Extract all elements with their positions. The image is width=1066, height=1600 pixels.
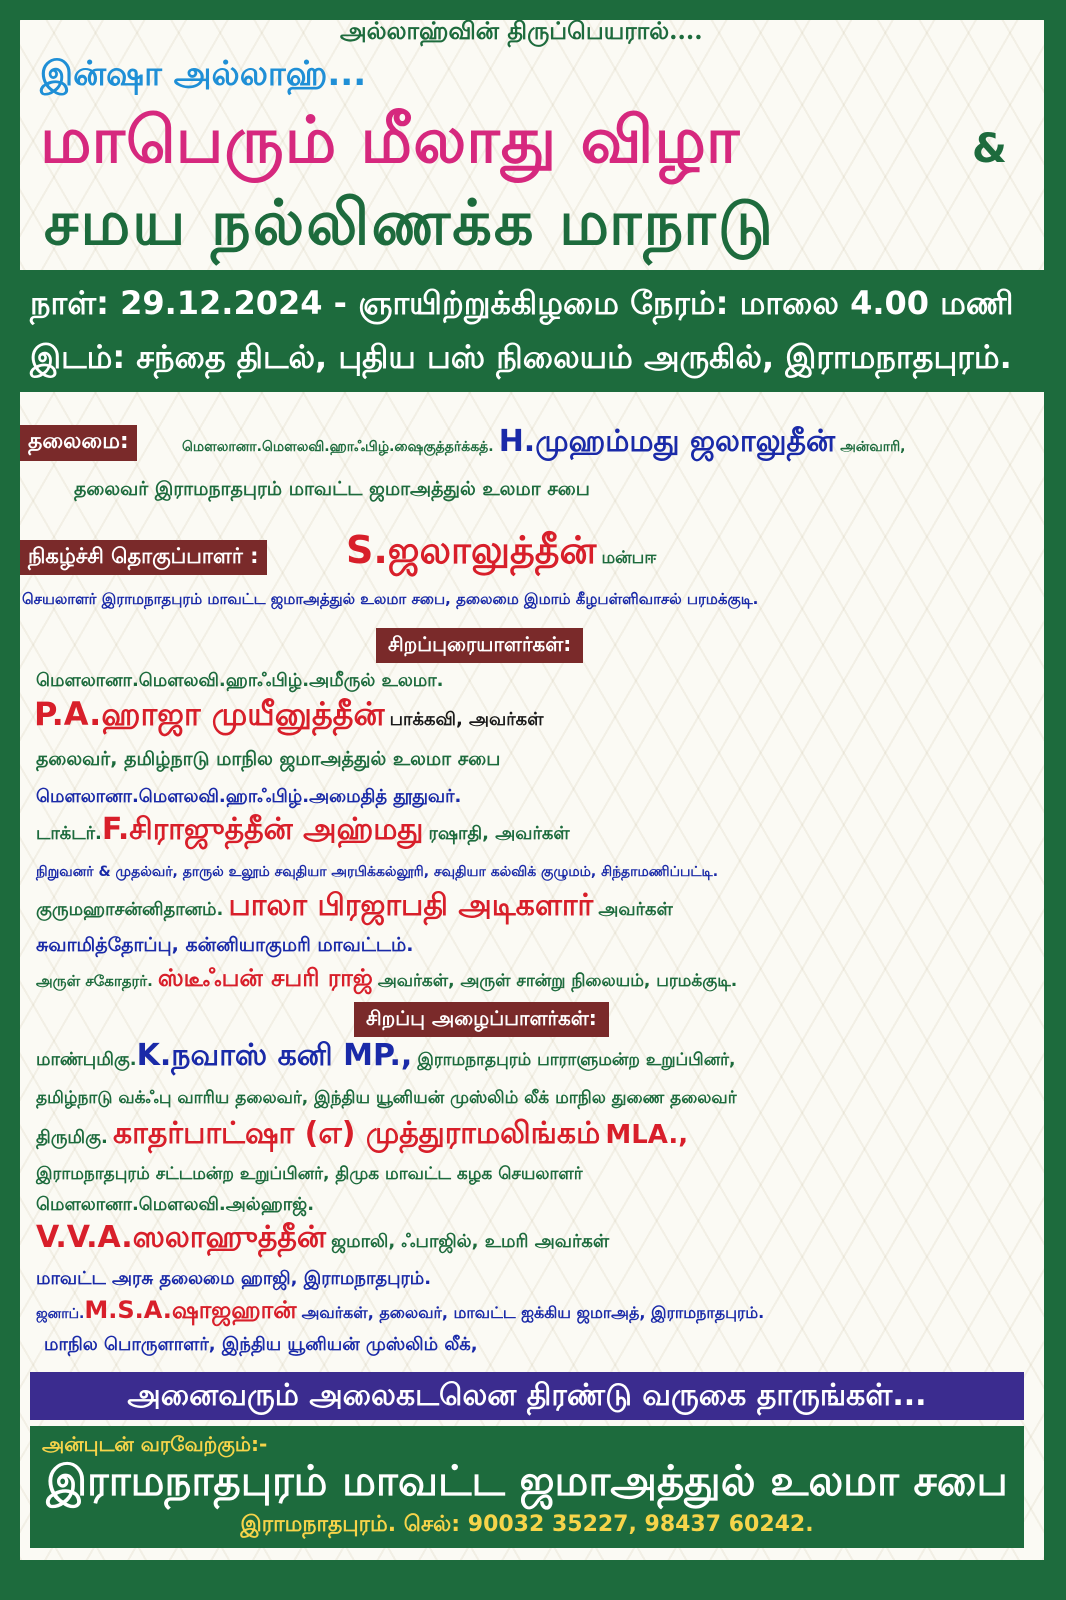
speaker1-name: P.A.ஹாஜா முயீனுத்தீன்	[34, 695, 385, 733]
title-ampersand: &	[972, 126, 1007, 172]
guest1-suffix: இராமநாதபுரம் பாராளுமன்ற உறுப்பினர்,	[417, 1050, 736, 1070]
host-suffix: மன்பஈ	[601, 548, 657, 568]
speaker2-line	[36, 812, 570, 851]
event-date-line: நாள்: 29.12.2024 - ஞாயிற்றுக்கிழமை நேரம்: மாலை 4.00 மணி	[30, 284, 1014, 322]
blessing-text: அல்லாஹ்வின் திருப்பெயரால்....	[340, 16, 703, 45]
event-place-line: இடம்: சந்தை திடல், புதிய பஸ் நிலையம் அருகில், இராமநாதபுரம்.	[30, 338, 1012, 376]
guest4-title: ஜனாப்.	[36, 1306, 85, 1322]
guest1-line	[36, 1038, 736, 1077]
guest2-line	[36, 1116, 688, 1155]
speaker4-suffix: அவர்கள், அருள் சான்று நிலையம், பரமக்குடி.	[377, 971, 738, 991]
speaker2-title: டாக்டர்.	[36, 823, 102, 844]
speaker2-suffix: ரஷாதி, அவர்கள்	[428, 823, 570, 844]
guest3-prefix: மௌலானா.மௌலவி.அல்ஹாஜ்.	[36, 1194, 315, 1215]
chair-suffix: அன்வாரி,	[840, 439, 906, 455]
guest1-role: தமிழ்நாடு வக்ஃபு வாரிய தலைவர், இந்திய யூனியன் முஸ்லிம் லீக் மாநில துணை தலைவர்	[36, 1088, 737, 1108]
host-line	[346, 528, 656, 578]
guest3-role: மாவட்ட அரசு தலைமை ஹாஜி, இராமநாதபுரம்.	[36, 1268, 432, 1289]
speaker3-suffix: அவர்கள்	[598, 899, 673, 920]
guest2-title: திருமிகு.	[36, 1127, 108, 1148]
speaker4-line	[36, 964, 737, 995]
guest3-line	[36, 1220, 609, 1259]
speaker1-role: தலைவர், தமிழ்நாடு மாநில ஜமாஅத்துல் உலமா சபை	[36, 748, 501, 770]
speaker4-title: அருள் சகோதரர்.	[36, 972, 153, 990]
organisation-name: இராமநாதபுரம் மாவட்ட ஜமாஅத்துல் உலமா சபை	[46, 1456, 1008, 1505]
insha-allah-text: இன்ஷா அல்லாஹ்...	[40, 54, 367, 94]
speaker3-name: பாலா பிரஜாபதி அடிகளார்	[228, 888, 594, 923]
speaker4-name: ஸ்டீஃபன் சபரி ராஜ்	[157, 964, 373, 992]
speaker1-prefix: மௌலானா.மௌலவி.ஹாஃபிழ்.அமீருல் உலமா.	[36, 670, 444, 691]
guest4-role: மாநில பொருளாளர், இந்திய யூனியன் முஸ்லிம் லீக்,	[44, 1334, 478, 1355]
guest3-suffix: ஜமாலி, ஃபாஜில், உமரி அவர்கள்	[331, 1231, 610, 1252]
guest2-name: காதர்பாட்ஷா (எ) முத்துராமலிங்கம்	[112, 1116, 601, 1151]
guest1-name: K.நவாஸ் கனி MP.,	[136, 1038, 413, 1073]
guest4-suffix: அவர்கள், தலைவர், மாவட்ட ஐக்கிய ஜமாஅத், இராமநாதபுரம்.	[301, 1303, 765, 1322]
speaker2-name: F.சிராஜுத்தீன் அஹ்மது	[101, 812, 424, 847]
title-line-2: சமய நல்லிணக்க மாநாடு	[44, 186, 775, 259]
contact-phone: இராமநாதபுரம். செல்: 90032 35227, 98437 60242.	[240, 1512, 814, 1537]
speaker3-title: குருமஹாசன்னிதானம்.	[36, 899, 224, 920]
guest4-line	[36, 1296, 764, 1327]
slogan-banner: அனைவரும் அலைகடலென திரண்டு வருகை தாருங்கள்...	[30, 1372, 1024, 1420]
speaker3-role: சுவாமித்தோப்பு, கன்னியாகுமரி மாவட்டம்.	[36, 934, 414, 956]
speaker2-prefix: மௌலானா.மௌலவி.ஹாஃபிழ்.அமைதித் தூதுவர்.	[36, 786, 462, 807]
chair-name: H.முஹம்மது ஜலாலுதீன்	[498, 424, 836, 459]
guest1-title: மாண்புமிகு.	[36, 1049, 137, 1070]
guest2-role: இராமநாதபுரம் சட்டமன்ற உறுப்பினர், திமுக மாவட்ட கழக செயலாளர்	[36, 1164, 583, 1184]
chair-prefix: மௌலானா.மௌலவி.ஹாஃபிழ்.ஷைகுத்தர்க்கத்.	[182, 439, 494, 455]
chair-line	[182, 424, 906, 463]
speaker1-suffix: பாக்கவி, அவர்கள்	[389, 709, 544, 730]
speakers-heading: சிறப்புரையாளர்கள்:	[376, 628, 583, 663]
guest3-name: V.V.A.ஸலாஹுத்தீன்	[36, 1220, 326, 1255]
speaker1-line	[34, 695, 543, 737]
chair-role: தலைவர் இராமநாதபுரம் மாவட்ட ஜமாஅத்துல் உலமா சபை	[74, 478, 590, 500]
host-role: செயலாளர் இராமநாதபுரம் மாவட்ட ஜமாஅத்துல் உலமா சபை, தலைமை இமாம் கீழபள்ளிவாசல் பரமக்குடி.	[22, 590, 759, 608]
speaker2-role: நிறுவனர் & முதல்வர், தாருல் உலூம் சவுதியா அரபிக்கல்லூரி, சவுதியா கல்விக் குழுமம், சிந்தாமணிப்பட்டி.	[36, 864, 719, 880]
speaker3-line	[36, 888, 673, 927]
welcome-text: அன்புடன் வரவேற்கும்:-	[42, 1432, 268, 1456]
footer-panel	[30, 1426, 1024, 1548]
chair-label: தலைமை:	[20, 425, 137, 461]
guests-heading: சிறப்பு அழைப்பாளர்கள்:	[354, 1002, 609, 1037]
host-name: S.ஜலாலுத்தீன்	[346, 528, 597, 572]
guest2-suffix: MLA.,	[605, 1120, 689, 1150]
host-label: நிகழ்ச்சி தொகுப்பாளர் :	[20, 540, 267, 575]
guest4-name: M.S.A.ஷாஜஹான்	[84, 1296, 297, 1324]
title-line-1: மாபெரும் மீலாது விழா	[40, 104, 741, 178]
